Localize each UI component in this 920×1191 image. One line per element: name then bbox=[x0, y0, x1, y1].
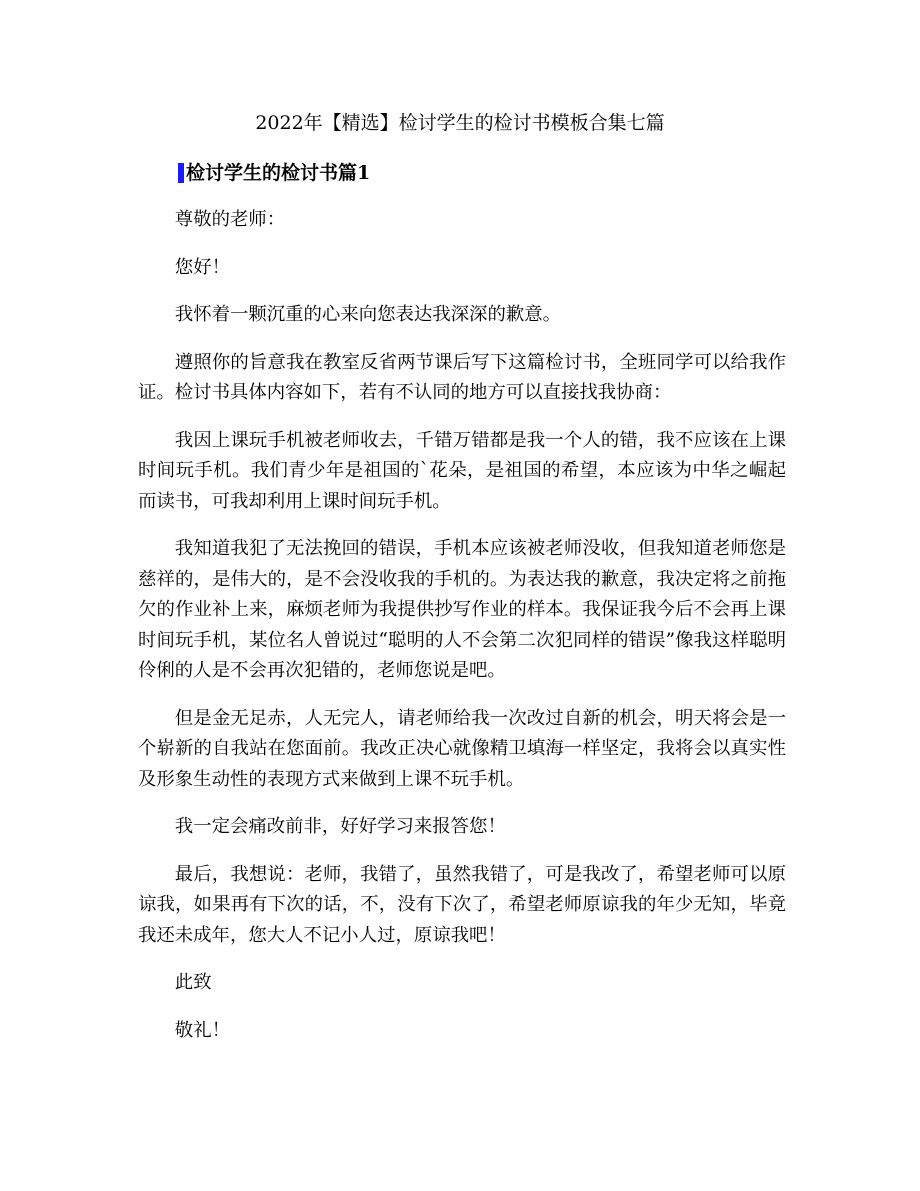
closing-phrase: 此致 bbox=[174, 972, 212, 993]
section-heading-text: 检讨学生的检讨书篇1 bbox=[186, 162, 371, 184]
section-heading bbox=[178, 159, 370, 187]
paragraph: 我怀着一颗沉重的心来向您表达我深深的歉意。 bbox=[174, 304, 562, 325]
salutation: 尊敬的老师： bbox=[174, 209, 286, 230]
paragraph: 我知道我犯了无法挽回的错误，手机本应该被老师没收，但我知道老师您是慈祥的，是伟大的，是不会没收我的手机的。为表达我的歉意，我决定将之前拖欠的作业补上来，麻烦老师为我提供抄写作业的样本。我保证我今后不会再上课时间玩手机，某位名人曾说过“聪明的人不会第二次犯同样的错误”像我这样聪明伶俐的人是不会再次犯错的，老师您说是吧。 bbox=[138, 538, 786, 681]
paragraph: 但是金无足赤，人无完人，请老师给我一次改过自新的机会，明天将会是一个崭新的自我站在您面前。我改正决心就像精卫填海一样坚定，我将会以真实性及形象生动性的表现方式来做到上课不玩手机。 bbox=[138, 707, 786, 790]
paragraph: 最后，我想说：老师，我错了，虽然我错了，可是我改了，希望老师可以原谅我，如果再有下次的话，不，没有下次了，希望老师原谅我的年少无知，毕竟我还未成年，您大人不记小人过，原谅我吧！ bbox=[138, 863, 786, 946]
paragraph: 遵照你的旨意我在教室反省两节课后写下这篇检讨书，全班同学可以给我作证。检讨书具体内容如下，若有不认同的地方可以直接找我协商： bbox=[138, 351, 786, 403]
paragraph: 我因上课玩手机被老师收去，千错万错都是我一个人的错，我不应该在上课时间玩手机。我们青少年是祖国的`花朵，是祖国的希望，本应该为中华之崛起而读书，可我却利用上课时间玩手机。 bbox=[138, 429, 786, 512]
letter-body bbox=[138, 205, 786, 1063]
closing-salute: 敬礼！ bbox=[174, 1019, 230, 1041]
paragraph: 我一定会痛改前非，好好学习来报答您！ bbox=[174, 816, 506, 837]
heading-marker bbox=[178, 163, 184, 183]
greeting: 您好！ bbox=[174, 256, 230, 278]
document-title: 2022年【精选】检讨学生的检讨书模板合集七篇 bbox=[255, 112, 665, 134]
